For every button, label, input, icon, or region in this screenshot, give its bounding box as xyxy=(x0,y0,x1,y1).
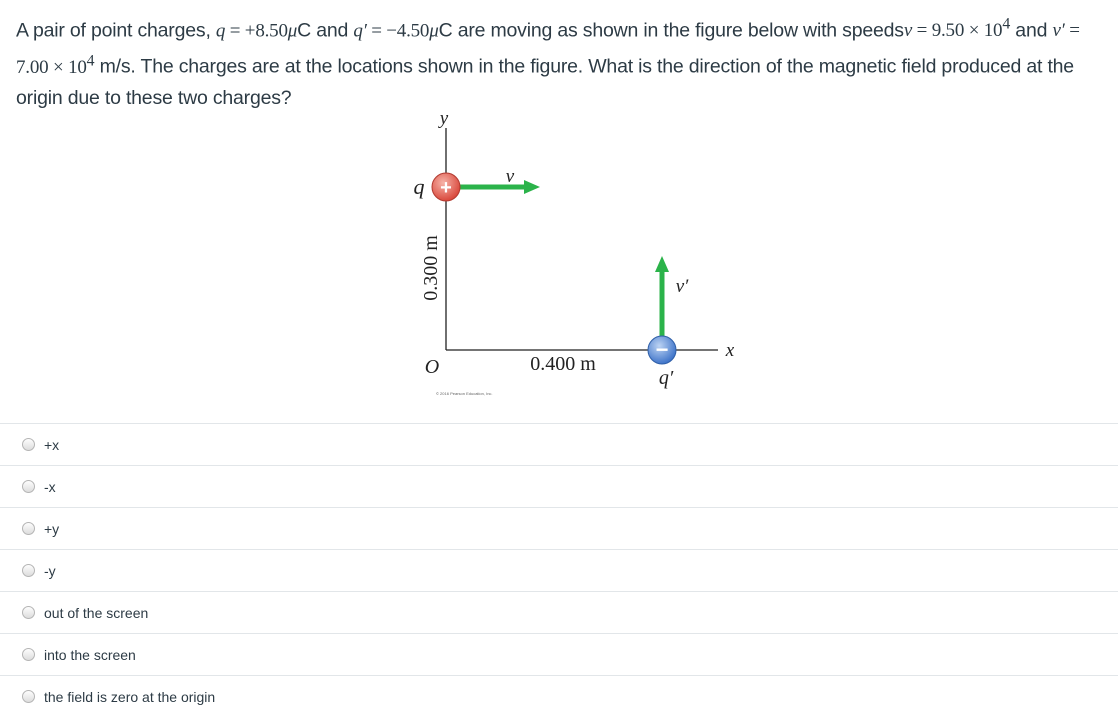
radio-button[interactable] xyxy=(22,690,35,703)
question-fragment: and xyxy=(1010,19,1053,42)
answer-label[interactable]: -x xyxy=(44,478,56,495)
answer-label[interactable]: out of the screen xyxy=(44,604,149,621)
symbol-mu: μ xyxy=(287,20,298,42)
symbol-v: v xyxy=(903,20,913,42)
radio-button[interactable] xyxy=(22,606,35,619)
answer-option[interactable] xyxy=(0,465,1118,507)
charge-qprime-label: q′ xyxy=(658,367,674,389)
radio-button[interactable] xyxy=(22,522,35,535)
value-q: = +8.50 xyxy=(225,20,288,42)
charge-qprime-sign: − xyxy=(655,337,669,362)
answer-option[interactable] xyxy=(0,591,1118,633)
value-qprime: = −4.50 xyxy=(366,20,430,42)
velocity-v-label: v xyxy=(505,166,515,187)
answer-option[interactable] xyxy=(0,423,1118,465)
velocity-vprime-label: v′ xyxy=(675,276,689,297)
exponent-v: 4 xyxy=(1002,16,1011,33)
radio-button[interactable] xyxy=(22,438,35,451)
horizontal-dimension-label: 0.400 m xyxy=(530,353,596,375)
speed-v-expression xyxy=(903,16,1011,42)
symbol-vprime: v′ xyxy=(1052,20,1065,42)
vertical-dimension-label: 0.300 m xyxy=(420,235,442,301)
answer-option[interactable] xyxy=(0,507,1118,549)
charge-qprime-expression xyxy=(353,20,438,41)
radio-button[interactable] xyxy=(22,648,35,661)
charge-q-label: q xyxy=(413,174,425,199)
figure-copyright: © 2016 Pearson Education, Inc. xyxy=(436,391,493,396)
question-fragment: C are moving as shown in the figure below with speeds xyxy=(438,19,904,42)
symbol-mu: μ xyxy=(429,20,439,42)
answer-option[interactable] xyxy=(0,633,1118,675)
answer-label[interactable]: +y xyxy=(44,520,60,537)
x-axis-label: x xyxy=(725,340,735,361)
y-axis-label: y xyxy=(439,108,449,129)
answer-list xyxy=(0,423,1118,717)
velocity-v-arrowhead xyxy=(524,180,540,194)
answer-label[interactable]: -y xyxy=(44,562,56,579)
value-vprime: = 7.00 × 10 xyxy=(16,20,1080,78)
answer-option[interactable] xyxy=(0,549,1118,591)
exponent-vprime: 4 xyxy=(86,52,95,70)
answer-label[interactable]: into the screen xyxy=(44,646,136,663)
value-v: = 9.50 × 10 xyxy=(912,20,1003,42)
charge-q-sign: + xyxy=(440,177,452,199)
symbol-q: q xyxy=(215,20,226,42)
question-text xyxy=(16,10,1111,113)
question-fragment: A pair of point charges, xyxy=(16,19,216,42)
answer-label[interactable]: +x xyxy=(44,436,60,453)
radio-button[interactable] xyxy=(22,480,35,493)
question-fragment: m/s. The charges are at the locations shown in the figure. What is the direction of the magnetic field produced at the origin due to these two charges? xyxy=(16,55,1074,109)
charges-figure xyxy=(390,108,750,408)
velocity-vprime-arrowhead xyxy=(655,256,669,272)
radio-button[interactable] xyxy=(22,564,35,577)
answer-option[interactable] xyxy=(0,675,1118,717)
symbol-qprime: q′ xyxy=(353,20,367,42)
charge-q-expression xyxy=(216,20,297,41)
answer-label[interactable]: the field is zero at the origin xyxy=(44,688,216,705)
question-fragment: C and xyxy=(297,19,354,42)
origin-label: O xyxy=(424,356,440,378)
